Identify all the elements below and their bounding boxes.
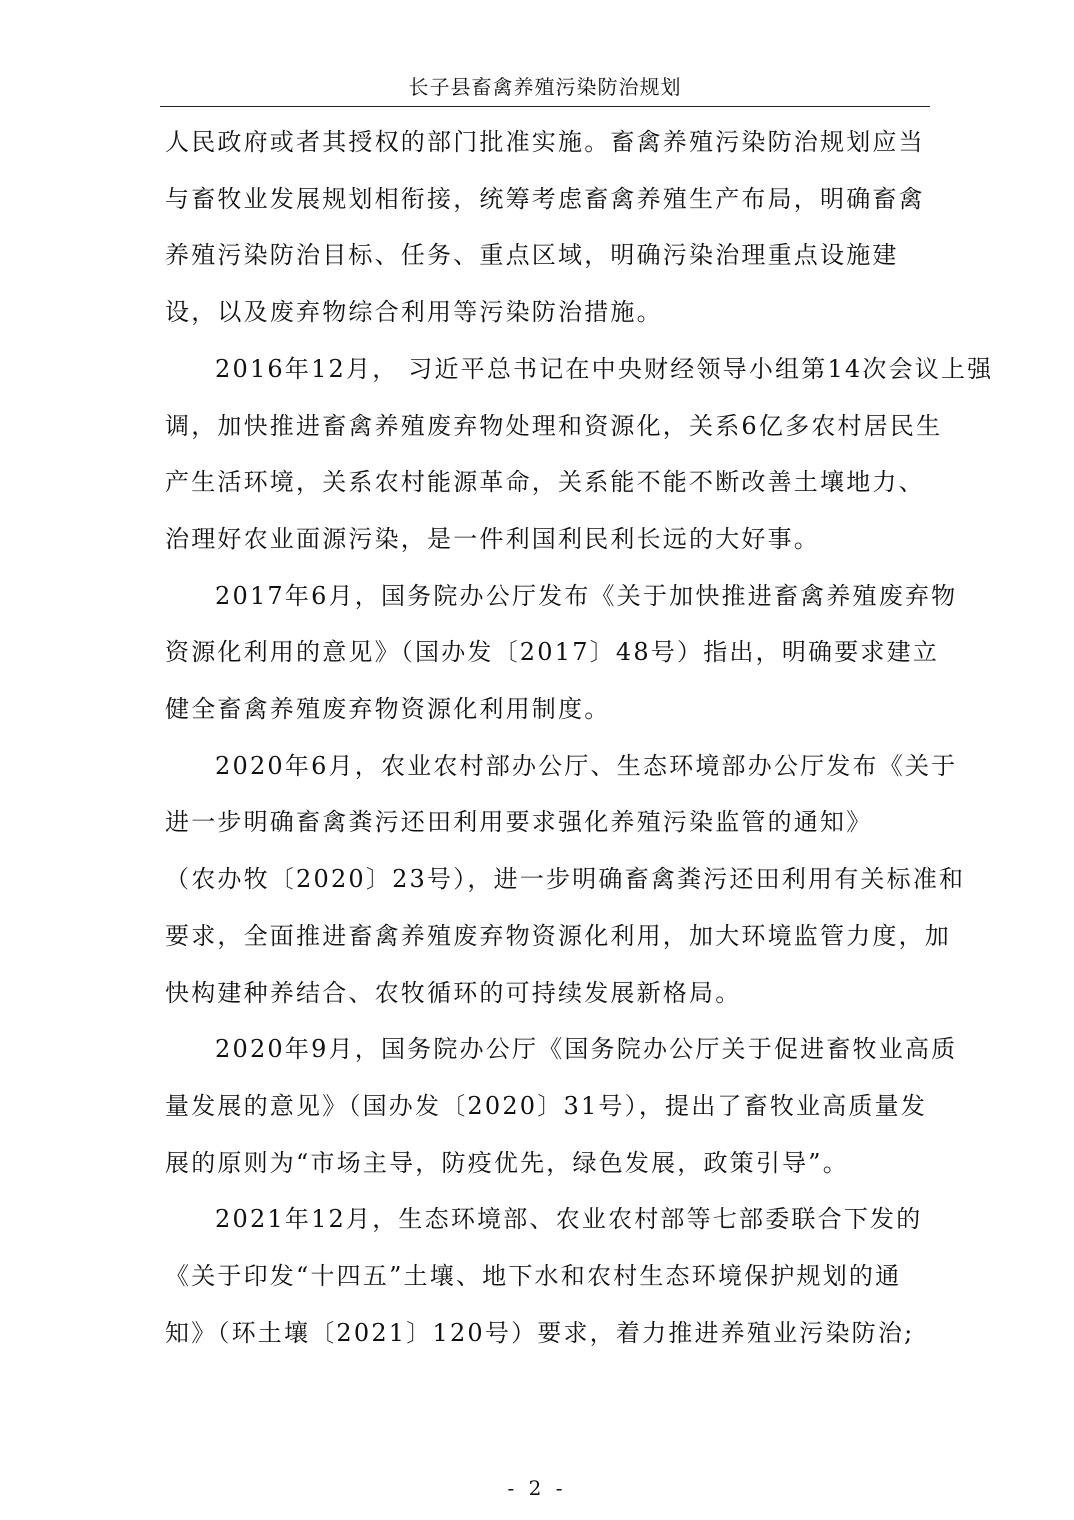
text-line: 人民政府或者其授权的部门批准实施。畜禽养殖污染防治规划应当: [165, 128, 925, 156]
running-header: 长子县畜禽养殖污染防治规划: [408, 75, 682, 99]
page-number: - 2 -: [507, 1476, 567, 1500]
paragraph-2017: [165, 568, 958, 738]
text-line: 2017年6月，国务院办公厅发布《关于加快推进畜禽养殖废弃物: [215, 581, 958, 610]
text-line: 2020年9月，国务院办公厅《国务院办公厅关于促进畜牧业高质: [215, 1035, 958, 1064]
text-line: 产生活环境，关系农村能源革命，关系能不能不断改善土壤地力、: [165, 468, 925, 497]
paragraph-approval: [165, 114, 927, 341]
text-line: 2021年12月，生态环境部、农业农村部等七部委联合下发的: [215, 1205, 923, 1234]
paragraph-2016: [165, 341, 994, 568]
document-body: [165, 114, 994, 1361]
text-line: 2020年6月，农业农村部办公厅、生态环境部办公厅发布《关于: [215, 751, 958, 780]
paragraph-2021: [165, 1191, 927, 1361]
text-line: 快构建种养结合、农牧循环的可持续发展新格局。: [165, 978, 742, 1007]
text-line: 养殖污染防治目标、任务、重点区域，明确污染治理重点设施建: [165, 241, 899, 270]
text-line: 资源化利用的意见》（国办发〔2017〕48号）指出，明确要求建立: [165, 638, 940, 667]
text-line: 知》（环土壤〔2021〕120号）要求，着力推进养殖业污染防治;: [165, 1318, 915, 1347]
text-line: 展的原则为“市场主导，防疫优先，绿色发展，政策引导”。: [165, 1148, 849, 1177]
text-line: 设，以及废弃物综合利用等污染防治措施。: [165, 298, 663, 327]
text-line: 量发展的意见》（国办发〔2020〕31号），提出了畜牧业高质量发: [165, 1091, 928, 1120]
text-line: 2016年12月， 习近平总书记在中央财经领导小组第14次会议上强: [215, 354, 994, 383]
paragraph-2020-june: [165, 738, 966, 1022]
text-line: 治理好农业面源污染，是一件利国利民利长远的大好事。: [165, 524, 820, 553]
text-line: 《关于印发“十四五”土壤、地下水和农村生态环境保护规划的通: [165, 1262, 902, 1291]
text-line: 健全畜禽养殖废弃物资源化利用制度。: [165, 695, 611, 724]
text-line: 调，加快推进畜禽养殖废弃物处理和资源化，关系6亿多农村居民生: [165, 411, 943, 440]
text-line: 要求，全面推进畜禽养殖废弃物资源化利用，加大环境监管力度，加: [165, 921, 951, 950]
paragraph-2020-september: [165, 1021, 958, 1191]
text-line: （农办牧〔2020〕23号），进一步明确畜禽粪污还田利用有关标准和: [165, 865, 966, 894]
text-line: 进一步明确畜禽粪污还田利用要求强化养殖污染监管的通知》: [165, 808, 873, 837]
text-line: 与畜牧业发展规划相衔接，统筹考虑畜禽养殖生产布局，明确畜禽: [165, 184, 925, 213]
header-divider: [160, 106, 930, 107]
